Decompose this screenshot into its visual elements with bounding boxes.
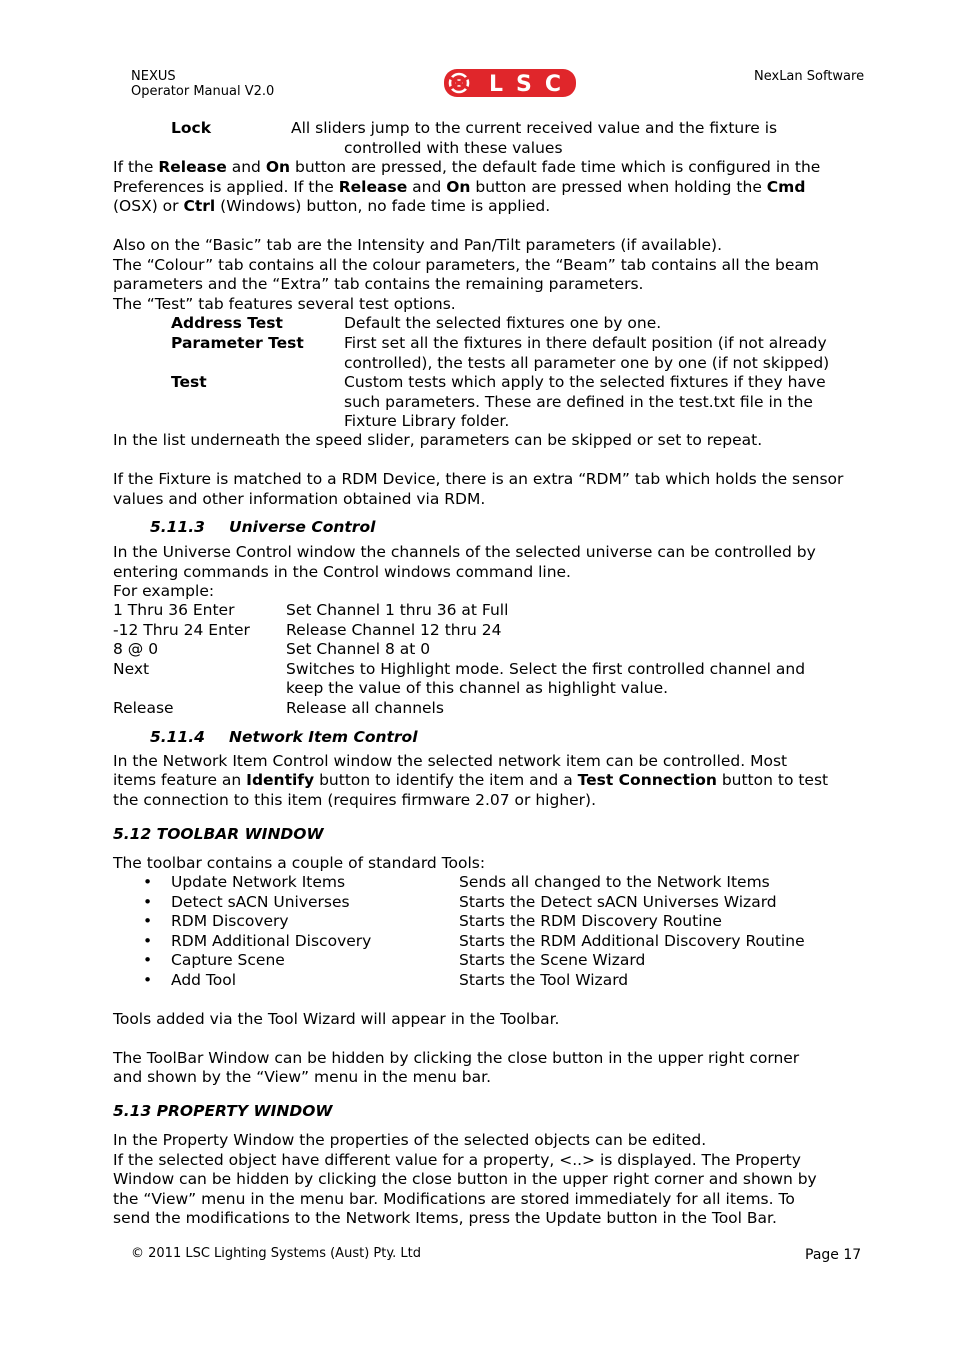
basic-para-line: parameters and the “Extra” tab contains the remaining parameters. [113,275,644,293]
basic-para-line: The “Colour” tab contains all the colour parameters, the “Beam” tab contains all the beam [113,256,819,274]
tool-desc: Starts the Tool Wizard [459,971,629,989]
property-para-line: If the selected object have different value for a property, <..> is displayed. The Property [113,1151,801,1169]
release-para-line: Preferences is applied. If the Release and On button are pressed when holding the Cmd [113,178,806,196]
network-para-line: In the Network Item Control window the selected network item can be controlled. Most [113,752,788,770]
subsection-number: 5.11.3 [150,518,205,536]
example-description: keep the value of this channel as highlight value. [286,679,669,697]
test-desc-address: Default the selected fixtures one by one. [344,314,662,332]
network-para-line: items feature an Identify button to identify the item and a Test Connection button to test [113,771,829,789]
lock-desc-2: controlled with these values [344,139,563,157]
universe-para-line: In the Universe Control window the channels of the selected universe can be controlled by [113,543,816,561]
release-para-line: If the Release and On button are pressed, the default fade time which is configured in the [113,158,821,176]
test-desc-parameter: First set all the fixtures in there default position (if not already [344,334,827,352]
footer-page-number: Page 17 [805,1247,862,1263]
subsection-title: Universe Control [229,518,376,536]
footer-copyright: © 2011 LSC Lighting Systems (Aust) Pty. Ltd [131,1246,422,1261]
bullet: • [143,971,153,989]
test-term-parameter: Parameter Test [171,334,304,352]
lsc-logo [443,68,577,98]
toolbar-after: Tools added via the Tool Wizard will appear in the Toolbar. [113,1010,560,1028]
example-command: Next [113,660,150,678]
tool-name: RDM Discovery [171,912,289,930]
release-para-line: (OSX) or Ctrl (Windows) button, no fade time is applied. [113,197,551,215]
lock-desc-1: All sliders jump to the current received value and the fixture is [291,119,778,137]
test-term-address: Address Test [171,314,283,332]
test-desc-custom: Custom tests which apply to the selected fixtures if they have [344,373,826,391]
toolbar-hide-line: and shown by the “View” menu in the menu bar. [113,1068,492,1086]
bullet: • [143,893,153,911]
basic-para-line: Also on the “Basic” tab are the Intensity and Pan/Tilt parameters (if available). [113,236,723,254]
example-description: Switches to Highlight mode. Select the first controlled channel and [286,660,806,678]
rdm-para-line: If the Fixture is matched to a RDM Device, there is an extra “RDM” tab which holds the sensor [113,470,844,488]
tool-name: Detect sACN Universes [171,893,350,911]
toolbar-hide-line: The ToolBar Window can be hidden by clicking the close button in the upper right corner [113,1049,800,1067]
svg-text:LSC: LSC [489,72,575,97]
test-desc-custom: Fixture Library folder. [344,412,510,430]
tool-desc: Starts the Scene Wizard [459,951,646,969]
tool-desc: Starts the RDM Additional Discovery Routine [459,932,805,950]
bullet: • [143,873,153,891]
tool-desc: Starts the Detect sACN Universes Wizard [459,893,777,911]
tool-name: RDM Additional Discovery [171,932,372,950]
header-manual-version: Operator Manual V2.0 [131,84,275,99]
example-description: Set Channel 8 at 0 [286,640,431,658]
bullet: • [143,951,153,969]
example-description: Release Channel 12 thru 24 [286,621,502,639]
tool-name: Update Network Items [171,873,346,891]
bullet: • [143,932,153,950]
subsection-number: 5.11.4 [150,728,205,746]
header-product: NEXUS [131,69,176,84]
rdm-para-line: values and other information obtained via RDM. [113,490,486,508]
tool-desc: Starts the RDM Discovery Routine [459,912,722,930]
property-para-line: the “View” menu in the menu bar. Modifications are stored immediately for all items. To [113,1190,795,1208]
tool-name: Add Tool [171,971,237,989]
header-section-name: NexLan Software [754,69,865,84]
section-heading-property: 5.13 PROPERTY WINDOW [113,1102,333,1120]
property-para-line: In the Property Window the properties of the selected objects can be edited. [113,1131,707,1149]
example-command: 8 @ 0 [113,640,159,658]
universe-para-line: For example: [113,582,215,600]
speed-para: In the list underneath the speed slider, parameters can be skipped or set to repeat. [113,431,763,449]
example-description: Set Channel 1 thru 36 at Full [286,601,509,619]
example-command: 1 Thru 36 Enter [113,601,235,619]
example-command: Release [113,699,174,717]
network-para-line: the connection to this item (requires firmware 2.07 or higher). [113,791,597,809]
example-description: Release all channels [286,699,444,717]
lock-term: Lock [171,119,212,137]
subsection-title: Network Item Control [229,728,418,746]
tool-name: Capture Scene [171,951,285,969]
property-para-line: send the modifications to the Network Items, press the Update button in the Tool Bar. [113,1209,777,1227]
test-term-custom: Test [171,373,207,391]
section-heading-toolbar: 5.12 TOOLBAR WINDOW [113,825,324,843]
test-desc-custom: such parameters. These are defined in the test.txt file in the [344,393,813,411]
example-command: -12 Thru 24 Enter [113,621,250,639]
basic-para-line: The “Test” tab features several test options. [113,295,456,313]
universe-para-line: entering commands in the Control windows command line. [113,563,571,581]
property-para-line: Window can be hidden by clicking the close button in the upper right corner and shown by [113,1170,817,1188]
bullet: • [143,912,153,930]
tool-desc: Sends all changed to the Network Items [459,873,770,891]
toolbar-intro: The toolbar contains a couple of standard Tools: [113,854,486,872]
test-desc-parameter: controlled), the tests all parameter one by one (if not skipped) [344,354,830,372]
